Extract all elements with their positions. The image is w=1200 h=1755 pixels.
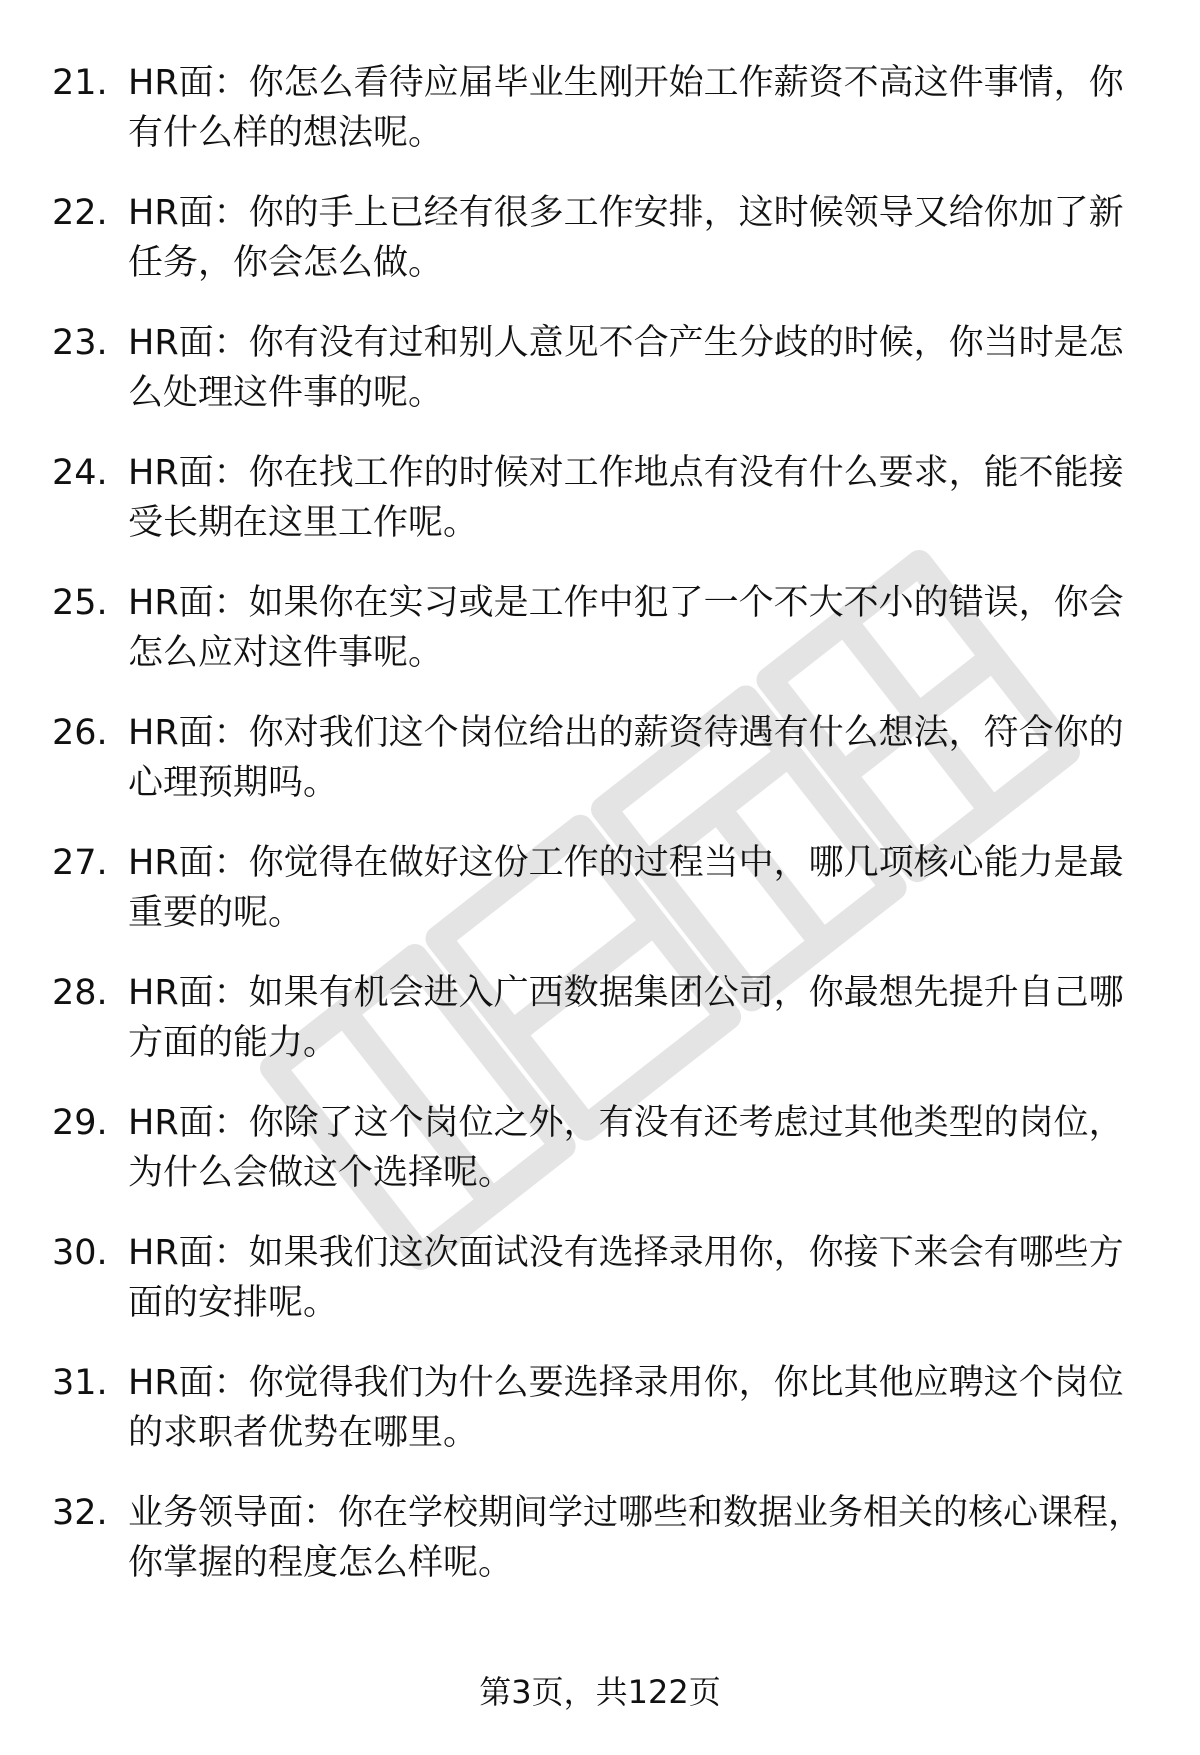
question-text: HR面：你在找工作的时候对工作地点有没有什么要求，能不能接受长期在这里工作呢。	[128, 453, 1124, 543]
list-item	[52, 188, 1162, 318]
question-number: 32.	[52, 1493, 108, 1533]
question-text: HR面：你觉得我们为什么要选择录用你，你比其他应聘这个岗位的求职者优势在哪里。	[128, 1363, 1124, 1453]
list-item	[52, 578, 1162, 708]
question-text: HR面：如果有机会进入广西数据集团公司，你最想先提升自己哪方面的能力。	[128, 973, 1124, 1063]
question-number: 21.	[52, 63, 108, 103]
list-item	[52, 58, 1162, 188]
question-text: HR面：如果我们这次面试没有选择录用你，你接下来会有哪些方面的安排呢。	[128, 1233, 1124, 1323]
question-number: 26.	[52, 713, 108, 753]
list-item	[52, 448, 1162, 578]
question-text: HR面：你觉得在做好这份工作的过程当中，哪几项核心能力是最重要的呢。	[128, 843, 1124, 933]
question-number: 23.	[52, 323, 108, 363]
question-text: HR面：你怎么看待应届毕业生刚开始工作薪资不高这件事情，你有什么样的想法呢。	[128, 63, 1124, 153]
question-number: 24.	[52, 453, 108, 493]
question-list	[52, 58, 1162, 1618]
list-item	[52, 318, 1162, 448]
page-number-footer: 第3页，共122页	[479, 1673, 721, 1711]
list-item	[52, 1228, 1162, 1358]
question-text: HR面：如果你在实习或是工作中犯了一个不大不小的错误，你会怎么应对这件事呢。	[128, 583, 1124, 673]
list-item	[52, 838, 1162, 968]
question-number: 30.	[52, 1233, 108, 1273]
list-item	[52, 968, 1162, 1098]
list-item	[52, 1358, 1162, 1488]
question-number: 28.	[52, 973, 108, 1013]
question-text: HR面：你除了这个岗位之外，有没有还考虑过其他类型的岗位，为什么会做这个选择呢。	[128, 1103, 1124, 1193]
list-item	[52, 708, 1162, 838]
question-number: 29.	[52, 1103, 108, 1143]
question-text: 业务领导面：你在学校期间学过哪些和数据业务相关的核心课程，你掌握的程度怎么样呢。	[128, 1493, 1144, 1583]
question-number: 22.	[52, 193, 108, 233]
question-text: HR面：你对我们这个岗位给出的薪资待遇有什么想法，符合你的心理预期吗。	[128, 713, 1124, 803]
question-number: 31.	[52, 1363, 108, 1403]
question-number: 27.	[52, 843, 108, 883]
list-item	[52, 1488, 1162, 1618]
question-text: HR面：你的手上已经有很多工作安排，这时候领导又给你加了新任务，你会怎么做。	[128, 193, 1124, 283]
list-item	[52, 1098, 1162, 1228]
question-text: HR面：你有没有过和别人意见不合产生分歧的时候，你当时是怎么处理这件事的呢。	[128, 323, 1124, 413]
question-number: 25.	[52, 583, 108, 623]
